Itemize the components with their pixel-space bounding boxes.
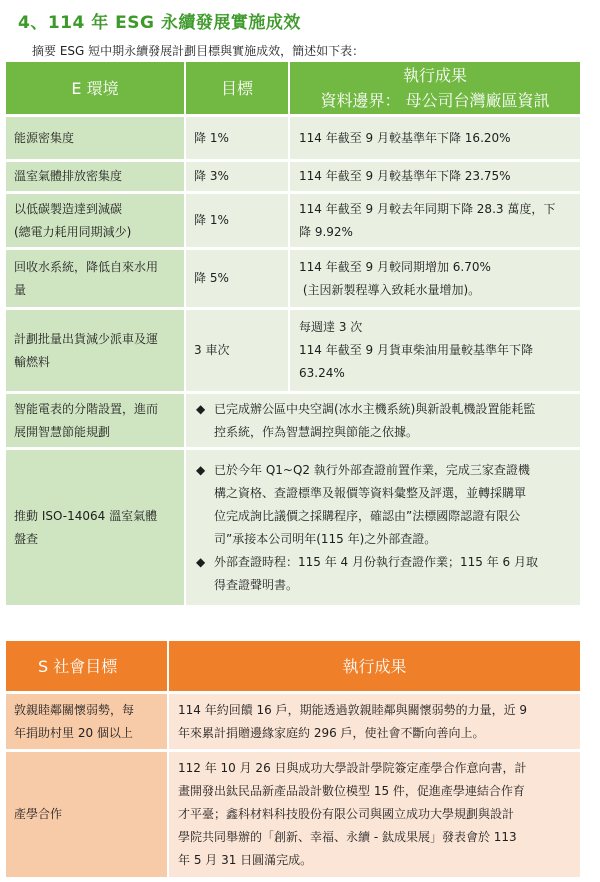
- soc-row-academia: [6, 751, 580, 879]
- soc-row-community: [6, 693, 580, 751]
- env-row-water: [6, 249, 580, 309]
- env-result-merged: [185, 449, 580, 607]
- env-header-row: [6, 62, 580, 116]
- soc-result: 112 年 10 月 26 日與成功大學設計學院簽定產學合作意向書，計 畫開發出鈦民品新產品設計數位模型 15 件，促進產學連結合作育 才平臺；鑫科材料科技股份有限公司與國立成功大學規劃與設計 學院共同舉辦的「創新、幸福、永續 - 鈦成果展」發表會於 113 年 5 月 31 日圓滿完成。: [168, 751, 580, 879]
- env-row-ghg: [6, 161, 580, 193]
- social-table: [6, 641, 580, 880]
- env-row-smart-meter: [6, 393, 580, 449]
- env-result-merged: [185, 393, 580, 449]
- env-item: 推動 ISO-14064 溫室氣體 盤查: [6, 449, 185, 607]
- bullet-item: ◆ 已於今年 Q1~Q2 執行外部查證前置作業，完成三家查證機 構之資格、查證標準及報價等資料彙整及評選，並轉採購單 位完成詢比議價之採購程序，確認由”法標國際認證有限公 司”承接本公司明年(115 年)之外部查證。: [196, 459, 572, 551]
- soc-result: 114 年約回饋 16 戶，期能透過敦親睦鄰與關懷弱勢的力量，近 9 年來累計捐贈邊緣家庭約 296 戶，使社會不斷向善向上。: [168, 693, 580, 751]
- soc-item: 敦親睦鄰關懷弱勢，每 年捐助村里 20 個以上: [6, 693, 168, 751]
- env-result: 114 年截至 9 月較去年同期下降 28.3 萬度，下 降 9.92%: [289, 193, 580, 249]
- environment-table: [6, 62, 580, 608]
- env-header-result: [289, 62, 580, 116]
- section-title: 4、114 年 ESG 永續發展實施成效: [18, 13, 301, 33]
- env-header-target: 目標: [185, 62, 289, 116]
- diamond-bullet-icon: ◆: [196, 401, 206, 416]
- env-target: 降 1%: [185, 193, 289, 249]
- soc-header-row: [6, 641, 580, 693]
- bullet-item: ◆ 已完成辦公區中央空調(冰水主機系統)與新設軋機設置能耗監 控系統，作為智慧調控與節能之依據。: [196, 398, 572, 444]
- env-result: 114 年截至 9 月較基準年下降 16.20%: [289, 116, 580, 161]
- env-row-iso: [6, 449, 580, 607]
- env-item: 能源密集度: [6, 116, 185, 161]
- diamond-bullet-icon: ◆: [196, 462, 206, 477]
- env-item: 以低碳製造達到減碳 (總電力耗用同期減少): [6, 193, 185, 249]
- env-header-item: E 環境: [6, 62, 185, 116]
- env-header-result-title: 執行成果: [402, 66, 467, 85]
- diamond-bullet-icon: ◆: [196, 554, 206, 569]
- soc-header-item: S 社會目標: [6, 641, 168, 693]
- env-item: 回收水系統，降低自來水用 量: [6, 249, 185, 309]
- env-item: 溫室氣體排放密集度: [6, 161, 185, 193]
- env-header-boundary: 資料邊界： 母公司台灣廠區資訊: [320, 91, 550, 110]
- env-row-energy: [6, 116, 580, 161]
- soc-header-result: 執行成果: [168, 641, 580, 693]
- env-target: 降 5%: [185, 249, 289, 309]
- env-target: 3 車次: [185, 309, 289, 393]
- env-row-shipping: [6, 309, 580, 393]
- bullet-item: ◆ 外部查證時程：115 年 4 月份執行查證作業；115 年 6 月取 得查證聲明書。: [196, 551, 572, 597]
- env-item: 智能電表的分階設置，進而 展開智慧節能規劃: [6, 393, 185, 449]
- env-item: 計劃批量出貨減少派車及運 輸燃料: [6, 309, 185, 393]
- env-row-low-carbon: [6, 193, 580, 249]
- env-result: 114 年截至 9 月較同期增加 6.70% (主因新製程導入致耗水量增加)。: [289, 249, 580, 309]
- soc-item: 產學合作: [6, 751, 168, 879]
- env-target: 降 1%: [185, 116, 289, 161]
- env-target: 降 3%: [185, 161, 289, 193]
- intro-text: 摘要 ESG 短中期永續發展計劃目標與實施成效，簡述如下表：: [32, 44, 365, 58]
- env-result: 每週達 3 次 114 年截至 9 月貨車柴油用量較基準年下降 63.24%: [289, 309, 580, 393]
- env-result: 114 年截至 9 月較基準年下降 23.75%: [289, 161, 580, 193]
